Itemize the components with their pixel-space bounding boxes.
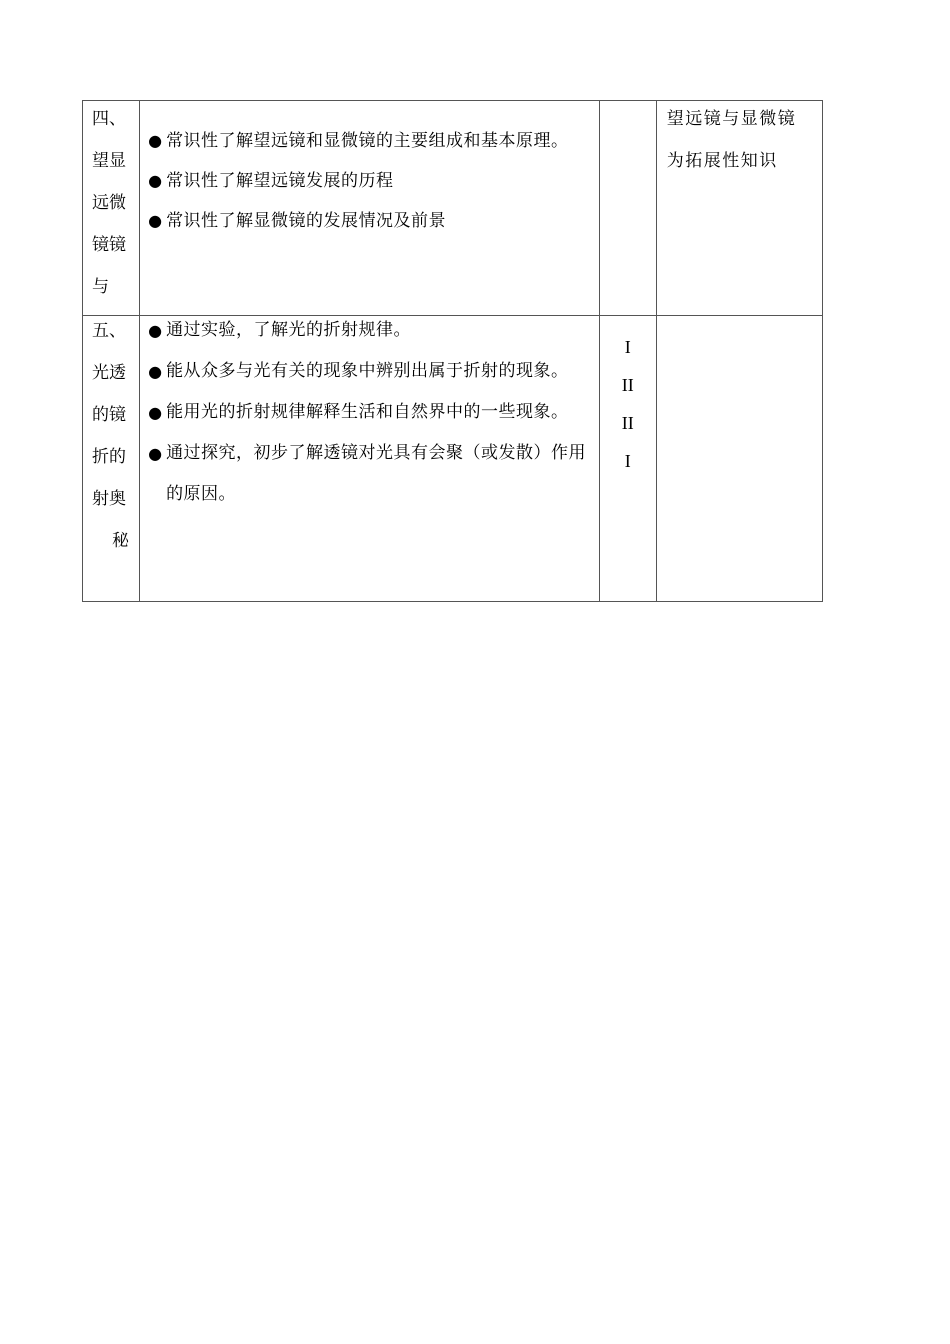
level-cell bbox=[599, 101, 656, 316]
requirements-cell bbox=[140, 316, 600, 602]
topic-line: 光透 bbox=[92, 363, 126, 383]
requirement-text: 通过探究，初步了解透镜对光具有会聚（或发散）作用的原因。 bbox=[166, 443, 587, 504]
note-text: 望远镜与显微镜为拓展性知识 bbox=[666, 109, 797, 171]
topic-line: 秘 bbox=[112, 531, 129, 551]
list-item bbox=[148, 161, 591, 201]
list-item bbox=[148, 351, 591, 392]
list-item bbox=[148, 392, 591, 433]
topic-line: 五、 bbox=[92, 321, 126, 341]
level-mark: II bbox=[621, 413, 634, 433]
bullet-icon: ● bbox=[148, 211, 163, 230]
requirement-text: 常识性了解望远镜发展的历程 bbox=[166, 171, 394, 191]
topic-line: 望显 bbox=[92, 151, 126, 171]
level-mark: I bbox=[624, 337, 631, 357]
list-item bbox=[148, 121, 591, 161]
level-mark: I bbox=[624, 451, 631, 471]
curriculum-table bbox=[82, 100, 823, 602]
bullet-icon: ● bbox=[148, 131, 163, 150]
requirement-text: 常识性了解显微镜的发展情况及前景 bbox=[166, 211, 447, 231]
list-item bbox=[148, 310, 591, 351]
requirement-text: 常识性了解望远镜和显微镜的主要组成和基本原理。 bbox=[166, 131, 569, 151]
bullet-icon: ● bbox=[148, 321, 163, 340]
topic-line: 射奥 bbox=[92, 489, 126, 509]
requirements-cell bbox=[140, 101, 600, 316]
topic-cell bbox=[83, 316, 140, 602]
list-item bbox=[148, 201, 591, 241]
bullet-icon: ● bbox=[148, 403, 163, 422]
topic-line: 的镜 bbox=[92, 405, 126, 425]
requirement-text: 能用光的折射规律解释生活和自然界中的一些现象。 bbox=[166, 402, 569, 422]
topic-line: 折的 bbox=[92, 447, 126, 467]
topic-cell bbox=[83, 101, 140, 316]
topic-line: 与 bbox=[92, 277, 109, 297]
table-row bbox=[83, 316, 823, 602]
table-row bbox=[83, 101, 823, 316]
topic-line: 四、 bbox=[92, 109, 126, 129]
list-item bbox=[148, 433, 591, 515]
note-cell bbox=[656, 316, 822, 602]
bullet-icon: ● bbox=[148, 171, 163, 190]
topic-line: 镜镜 bbox=[92, 235, 126, 255]
requirement-text: 能从众多与光有关的现象中辨别出属于折射的现象。 bbox=[166, 361, 569, 381]
requirement-text: 通过实验，了解光的折射规律。 bbox=[166, 320, 412, 340]
bullet-icon: ● bbox=[148, 444, 163, 463]
topic-line: 远微 bbox=[92, 193, 126, 213]
bullet-icon: ● bbox=[148, 362, 163, 381]
note-cell bbox=[656, 101, 822, 316]
level-cell bbox=[599, 316, 656, 602]
level-mark: II bbox=[621, 375, 634, 395]
